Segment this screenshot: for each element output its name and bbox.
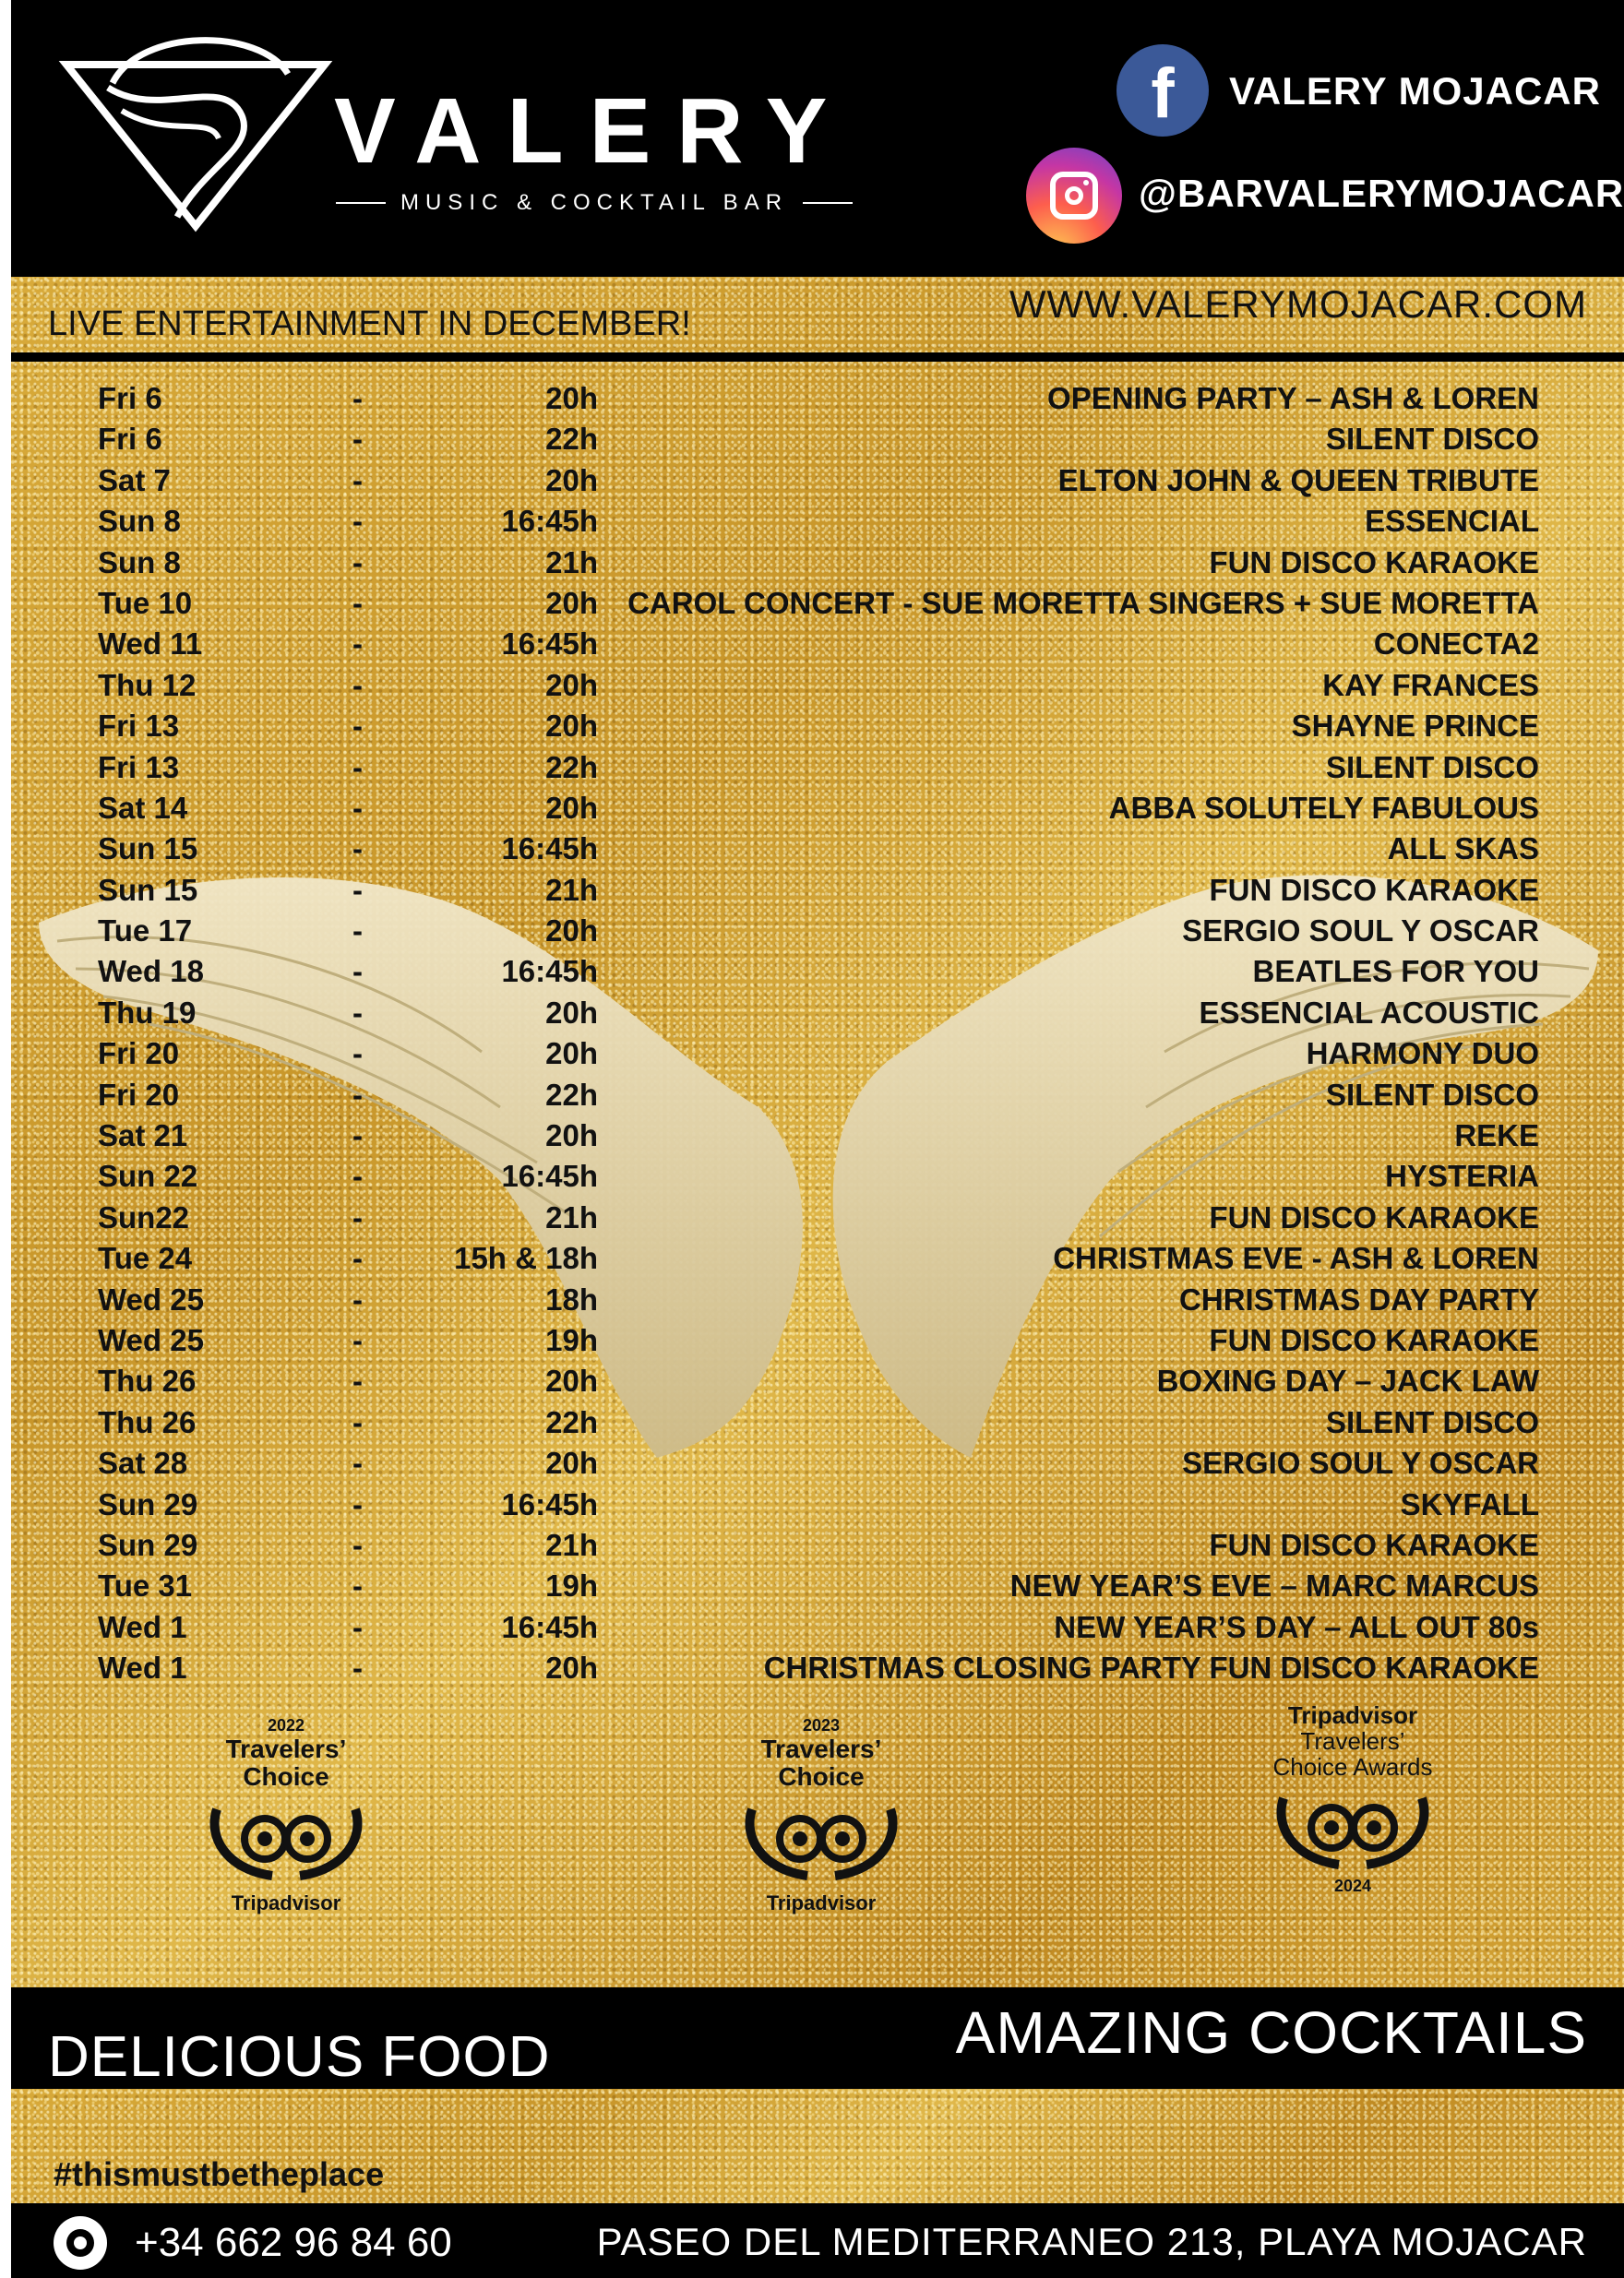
- award-title-line2: Choice: [778, 1762, 865, 1791]
- event-dash: -: [352, 1199, 363, 1234]
- event-name: SHAYNE PRINCE: [1291, 709, 1539, 744]
- event-time: 20h: [545, 1118, 598, 1153]
- schedule-row: [11, 1320, 1624, 1361]
- event-day: Wed 18: [98, 954, 204, 989]
- tripadvisor-owl-icon: [734, 1791, 909, 1883]
- event-day: Fri 13: [98, 709, 180, 744]
- event-time: 22h: [545, 422, 598, 457]
- event-day: Sat 21: [98, 1118, 188, 1153]
- schedule-row: [11, 1566, 1624, 1606]
- schedule-row: [11, 1607, 1624, 1648]
- schedule-row: [11, 829, 1624, 869]
- tagline-rule-left: [336, 202, 386, 204]
- event-time: 16:45h: [501, 1486, 598, 1521]
- event-name: CHRISTMAS DAY PARTY: [1179, 1282, 1539, 1317]
- event-day: Fri 13: [98, 749, 180, 784]
- event-dash: -: [352, 1527, 363, 1562]
- schedule-row: [11, 1443, 1624, 1484]
- schedule-row: [11, 1075, 1624, 1115]
- award-year: 2024: [1333, 1877, 1372, 1895]
- event-day: Thu 26: [98, 1364, 197, 1399]
- event-day: Tue 31: [98, 1568, 193, 1604]
- valery-logo: [57, 37, 334, 240]
- event-day: Wed 11: [98, 626, 203, 662]
- main-area: [11, 277, 1624, 1987]
- event-time: 20h: [545, 462, 598, 497]
- event-time: 20h: [545, 1364, 598, 1399]
- event-dash: -: [352, 1446, 363, 1481]
- event-time: 16:45h: [501, 504, 598, 539]
- event-dash: -: [352, 1241, 363, 1276]
- brand-tagline: [336, 190, 853, 216]
- footer: [11, 2203, 1624, 2278]
- schedule-row: [11, 501, 1624, 542]
- event-dash: -: [352, 667, 363, 702]
- event-day: Fri 6: [98, 381, 162, 415]
- award-badge-2022: [194, 1716, 378, 1928]
- event-time: 20h: [545, 1446, 598, 1481]
- event-time: 15h & 18h: [454, 1241, 598, 1276]
- event-dash: -: [352, 954, 363, 989]
- event-day: Wed 1: [98, 1651, 187, 1686]
- event-day: Wed 1: [98, 1609, 187, 1644]
- event-name: SKYFALL: [1400, 1486, 1539, 1521]
- event-dash: -: [352, 381, 363, 415]
- divider: [11, 352, 1624, 362]
- award-year: 2022: [267, 1716, 305, 1735]
- event-name: BEATLES FOR YOU: [1252, 954, 1539, 989]
- event-dash: -: [352, 422, 363, 457]
- schedule-row: [11, 1485, 1624, 1525]
- event-time: 22h: [545, 1404, 598, 1439]
- schedule-row: [11, 665, 1624, 706]
- event-name: FUN DISCO KARAOKE: [1209, 1527, 1539, 1562]
- tripadvisor-owl-icon: [1260, 1780, 1445, 1872]
- event-day: Sun 29: [98, 1527, 198, 1562]
- event-time: 20h: [545, 667, 598, 702]
- tripadvisor-owl-icon: [198, 1791, 374, 1883]
- event-dash: -: [352, 913, 363, 948]
- event-day: Sat 7: [98, 462, 171, 497]
- instagram-icon[interactable]: [1026, 148, 1122, 244]
- event-day: Tue 17: [98, 913, 193, 948]
- event-day: Wed 25: [98, 1322, 204, 1357]
- event-dash: -: [352, 1159, 363, 1194]
- award-badge-2024: [1242, 1702, 1463, 1914]
- event-time: 16:45h: [501, 626, 598, 662]
- event-name: BOXING DAY – JACK LAW: [1156, 1364, 1539, 1399]
- event-time: 19h: [545, 1568, 598, 1604]
- event-time: 21h: [545, 1199, 598, 1234]
- schedule-row: [11, 543, 1624, 583]
- event-time: 20h: [545, 585, 598, 620]
- event-name: FUN DISCO KARAOKE: [1209, 1199, 1539, 1234]
- schedule-row: [11, 419, 1624, 459]
- event-day: Sun 22: [98, 1159, 198, 1194]
- event-time: 16:45h: [501, 831, 598, 866]
- event-name: NEW YEAR’S DAY – ALL OUT 80s: [1054, 1609, 1539, 1644]
- schedule-row: [11, 747, 1624, 788]
- event-day: Thu 12: [98, 667, 197, 702]
- schedule-row: [11, 1033, 1624, 1074]
- address: PASEO DEL MEDITERRANEO 213, PLAYA MOJACAR: [596, 2220, 1587, 2263]
- event-name: CAROL CONCERT - SUE MORETTA SINGERS + SUE MORETTA: [627, 585, 1539, 620]
- event-name: CHRISTMAS EVE - ASH & LOREN: [1053, 1241, 1539, 1276]
- event-name: KAY FRANCES: [1322, 667, 1539, 702]
- schedule-row: [11, 378, 1624, 419]
- schedule-row: [11, 706, 1624, 746]
- event-name: HYSTERIA: [1385, 1159, 1539, 1194]
- event-time: 16:45h: [501, 1609, 598, 1644]
- award-title-line1: Travelers’: [225, 1735, 347, 1763]
- event-day: Tue 10: [98, 585, 193, 620]
- event-dash: -: [352, 709, 363, 744]
- intro-heading: LIVE ENTERTAINMENT IN DECEMBER!: [48, 304, 691, 343]
- schedule-row: [11, 583, 1624, 624]
- event-dash: -: [352, 1036, 363, 1071]
- event-name: ESSENCIAL: [1365, 504, 1539, 539]
- event-time: 16:45h: [501, 954, 598, 989]
- event-dash: -: [352, 872, 363, 907]
- event-name: CHRISTMAS CLOSING PARTY FUN DISCO KARAOKE: [763, 1651, 1539, 1686]
- award-title-line1: Travelers’: [1300, 1727, 1405, 1755]
- event-name: ELTON JOHN & QUEEN TRIBUTE: [1057, 462, 1539, 497]
- event-name: FUN DISCO KARAOKE: [1209, 1322, 1539, 1357]
- schedule-row: [11, 624, 1624, 664]
- event-time: 20h: [545, 381, 598, 415]
- event-name: FUN DISCO KARAOKE: [1209, 544, 1539, 579]
- promo-band: [11, 1987, 1624, 2089]
- event-name: SILENT DISCO: [1325, 1404, 1539, 1439]
- event-time: 16:45h: [501, 1159, 598, 1194]
- event-name: SERGIO SOUL Y OSCAR: [1182, 1446, 1539, 1481]
- event-dash: -: [352, 1364, 363, 1399]
- event-time: 20h: [545, 709, 598, 744]
- event-dash: -: [352, 1077, 363, 1112]
- event-time: 20h: [545, 790, 598, 825]
- event-day: Wed 25: [98, 1282, 204, 1317]
- event-day: Fri 20: [98, 1036, 180, 1071]
- event-name: HARMONY DUO: [1306, 1036, 1539, 1071]
- schedule-row: [11, 911, 1624, 951]
- event-name: NEW YEAR’S EVE – MARC MARCUS: [1009, 1568, 1539, 1604]
- event-dash: -: [352, 1322, 363, 1357]
- event-day: Sun 15: [98, 831, 198, 866]
- event-day: Tue 24: [98, 1241, 193, 1276]
- event-day: Sat 14: [98, 790, 188, 825]
- instagram-label[interactable]: @BARVALERYMOJACAR: [1139, 172, 1624, 215]
- event-name: SILENT DISCO: [1325, 422, 1539, 457]
- phone-number[interactable]: +34 662 96 84 60: [135, 2220, 452, 2265]
- event-time: 20h: [545, 1036, 598, 1071]
- schedule-row: [11, 788, 1624, 829]
- header: [11, 0, 1624, 277]
- event-name: SERGIO SOUL Y OSCAR: [1182, 913, 1539, 948]
- event-name: REKE: [1454, 1118, 1539, 1153]
- event-dash: -: [352, 1651, 363, 1686]
- event-name: SILENT DISCO: [1325, 749, 1539, 784]
- event-time: 22h: [545, 1077, 598, 1112]
- schedule-row: [11, 1361, 1624, 1401]
- event-dash: -: [352, 1404, 363, 1439]
- event-day: Sun 29: [98, 1486, 198, 1521]
- cocktails-slogan: AMAZING COCKTAILS: [955, 1999, 1587, 2066]
- tagline-text: MUSIC & COCKTAIL BAR: [400, 190, 789, 215]
- event-time: 19h: [545, 1322, 598, 1357]
- award-badge-2023: [729, 1716, 914, 1928]
- event-name: ABBA SOLUTELY FABULOUS: [1108, 790, 1539, 825]
- schedule-row: [11, 1402, 1624, 1443]
- events-schedule: [11, 378, 1624, 1689]
- event-dash: -: [352, 1568, 363, 1604]
- event-time: 20h: [545, 913, 598, 948]
- schedule-row: [11, 1156, 1624, 1197]
- poster: [11, 0, 1624, 2278]
- event-dash: -: [352, 749, 363, 784]
- award-brand: Tripadvisor: [766, 1891, 877, 1914]
- event-dash: -: [352, 504, 363, 539]
- event-time: 21h: [545, 872, 598, 907]
- event-name: ESSENCIAL ACOUSTIC: [1199, 995, 1539, 1030]
- facebook-label[interactable]: VALERY MOJACAR: [1229, 69, 1601, 113]
- hashtag: #thismustbetheplace: [54, 2155, 385, 2193]
- event-time: 20h: [545, 1651, 598, 1686]
- brand-name: VALERY: [334, 79, 854, 183]
- event-name: SILENT DISCO: [1325, 1077, 1539, 1112]
- event-name: CONECTA2: [1373, 626, 1539, 662]
- camera-glyph: [1050, 172, 1098, 220]
- event-day: Sun 8: [98, 544, 181, 579]
- event-time: 18h: [545, 1282, 598, 1317]
- schedule-row: [11, 951, 1624, 992]
- facebook-icon[interactable]: f: [1116, 44, 1209, 137]
- event-dash: -: [352, 544, 363, 579]
- schedule-row: [11, 1525, 1624, 1566]
- event-time: 21h: [545, 544, 598, 579]
- award-brand: Tripadvisor: [1287, 1701, 1418, 1729]
- event-dash: -: [352, 1486, 363, 1521]
- award-year: 2023: [802, 1716, 841, 1735]
- event-day: Fri 6: [98, 422, 162, 457]
- event-time: 21h: [545, 1527, 598, 1562]
- event-dash: -: [352, 1118, 363, 1153]
- event-day: Sun 8: [98, 504, 181, 539]
- schedule-row: [11, 1198, 1624, 1238]
- event-dash: -: [352, 995, 363, 1030]
- hashtag-strip: [11, 2089, 1624, 2203]
- event-time: 20h: [545, 995, 598, 1030]
- event-day: Sun22: [98, 1199, 190, 1234]
- event-day: Fri 20: [98, 1077, 180, 1112]
- event-dash: -: [352, 1282, 363, 1317]
- schedule-row: [11, 1648, 1624, 1688]
- schedule-row: [11, 1238, 1624, 1279]
- event-dash: -: [352, 1609, 363, 1644]
- event-dash: -: [352, 462, 363, 497]
- tagline-rule-right: [803, 202, 853, 204]
- event-name: FUN DISCO KARAOKE: [1209, 872, 1539, 907]
- event-name: ALL SKAS: [1387, 831, 1539, 866]
- award-title-line1: Travelers’: [760, 1735, 882, 1763]
- event-dash: -: [352, 626, 363, 662]
- food-slogan: DELICIOUS FOOD: [48, 2025, 551, 2089]
- award-title-line2: Choice Awards: [1272, 1753, 1433, 1781]
- schedule-row: [11, 993, 1624, 1033]
- event-day: Thu 19: [98, 995, 197, 1030]
- website-link[interactable]: WWW.VALERYMOJACAR.COM: [1009, 282, 1587, 326]
- event-name: OPENING PARTY – ASH & LOREN: [1047, 381, 1539, 415]
- event-dash: -: [352, 790, 363, 825]
- schedule-row: [11, 1115, 1624, 1156]
- award-brand: Tripadvisor: [231, 1891, 341, 1914]
- event-dash: -: [352, 831, 363, 866]
- schedule-row: [11, 1280, 1624, 1320]
- event-time: 22h: [545, 749, 598, 784]
- schedule-row: [11, 870, 1624, 911]
- award-title-line2: Choice: [243, 1762, 329, 1791]
- event-dash: -: [352, 585, 363, 620]
- event-day: Sun 15: [98, 872, 198, 907]
- event-day: Thu 26: [98, 1404, 197, 1439]
- whatsapp-icon[interactable]: [54, 2216, 107, 2270]
- schedule-row: [11, 460, 1624, 501]
- event-day: Sat 28: [98, 1446, 188, 1481]
